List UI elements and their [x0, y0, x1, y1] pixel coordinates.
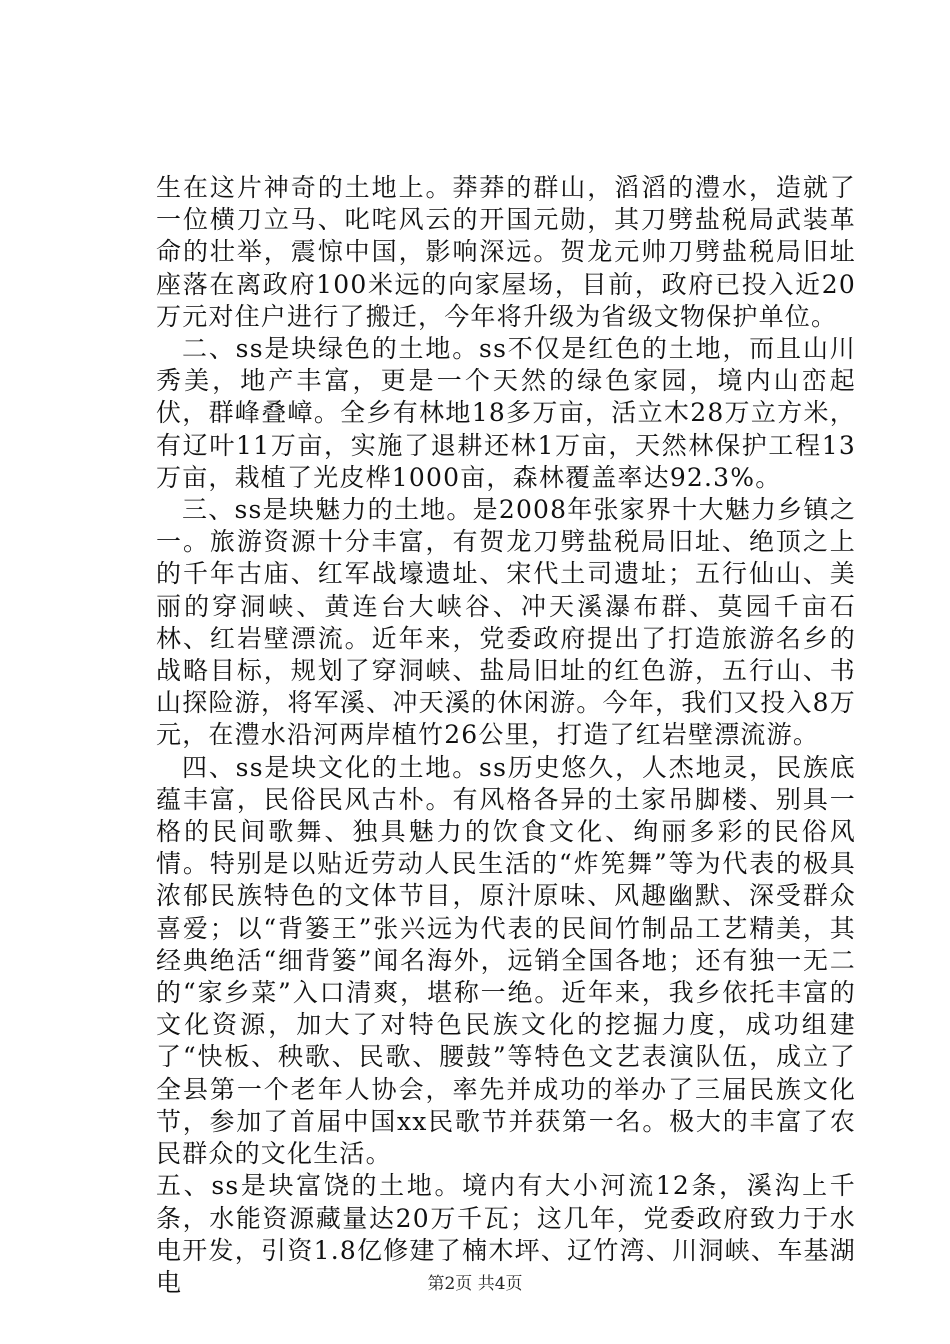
body-text	[156, 172, 856, 1299]
paragraph-4: 四、ss是块文化的土地。ss历史悠久，人杰地灵，民族底蕴丰富，民俗民风古朴。有风格各异的土家吊脚楼、别具一格的民间歌舞、独具魅力的饮食文化、绚丽多彩的民俗风情。特别是以贴近劳动人民生活的“炸筅舞”等为代表的极具浓郁民族特色的文体节目，原汁原味、风趣幽默、深受群众喜爱；以“背篓王”张兴远为代表的民间竹制品工艺精美，其经典绝活“细背篓”闻名海外，远销全国各地；还有独一无二的“家乡菜”入口清爽，堪称一绝。近年来，我乡依托丰富的文化资源，加大了对特色民族文化的挖掘力度，成功组建了“快板、秧歌、民歌、腰鼓”等特色文艺表演队伍，成立了全县第一个老年人协会，率先并成功的举办了三届民族文化节，参加了首届中国xx民歌节并获第一名。极大的丰富了农民群众的文化生活。	[156, 752, 856, 1169]
paragraph-5: 五、ss是块富饶的土地。境内有大小河流12条，溪沟上千条，水能资源藏量达20万千瓦；这几年，党委政府致力于水电开发，引资1.8亿修建了楠木坪、辽竹湾、川洞峡、车基湖电	[156, 1171, 856, 1297]
page-footer	[0, 1269, 950, 1294]
paragraph-3: 三、ss是块魅力的土地。是2008年张家界十大魅力乡镇之一。旅游资源十分丰富，有贺龙刀劈盐税局旧址、绝顶之上的千年古庙、红军战壕遗址、宋代土司遗址；五行仙山、美丽的穿洞峡、黄连台大峡谷、冲天溪瀑布群、莫园千亩石林、红岩壁漂流。近年来，党委政府提出了打造旅游名乡的战略目标，规划了穿洞峡、盐局旧址的红色游，五行山、书山探险游，将军溪、冲天溪的休闲游。今年，我们又投入8万元，在澧水沿河两岸植竹26公里，打造了红岩壁漂流游。	[156, 495, 856, 750]
paragraph-1: 生在这片神奇的土地上。莽莽的群山，滔滔的澧水，造就了一位横刀立马、叱咤风云的开国元勋，其刀劈盐税局武装革命的壮举，震惊中国，影响深远。贺龙元帅刀劈盐税局旧址座落在离政府100米远的向家屋场，目前，政府已投入近20万元对住户进行了搬迁，今年将升级为省级文物保护单位。	[156, 173, 856, 331]
paragraph-2: 二、ss是块绿色的土地。ss不仅是红色的土地，而且山川秀美，地产丰富，更是一个天然的绿色家园，境内山峦起伏，群峰叠嶂。全乡有林地18多万亩，活立木28万立方米，有辽叶11万亩，实施了退耕还林1万亩，天然林保护工程13万亩，栽植了光皮桦1000亩，森林覆盖率达92.3%。	[156, 334, 856, 492]
page-number: 第2页	[427, 1274, 473, 1294]
page-total: 共4页	[477, 1274, 523, 1294]
